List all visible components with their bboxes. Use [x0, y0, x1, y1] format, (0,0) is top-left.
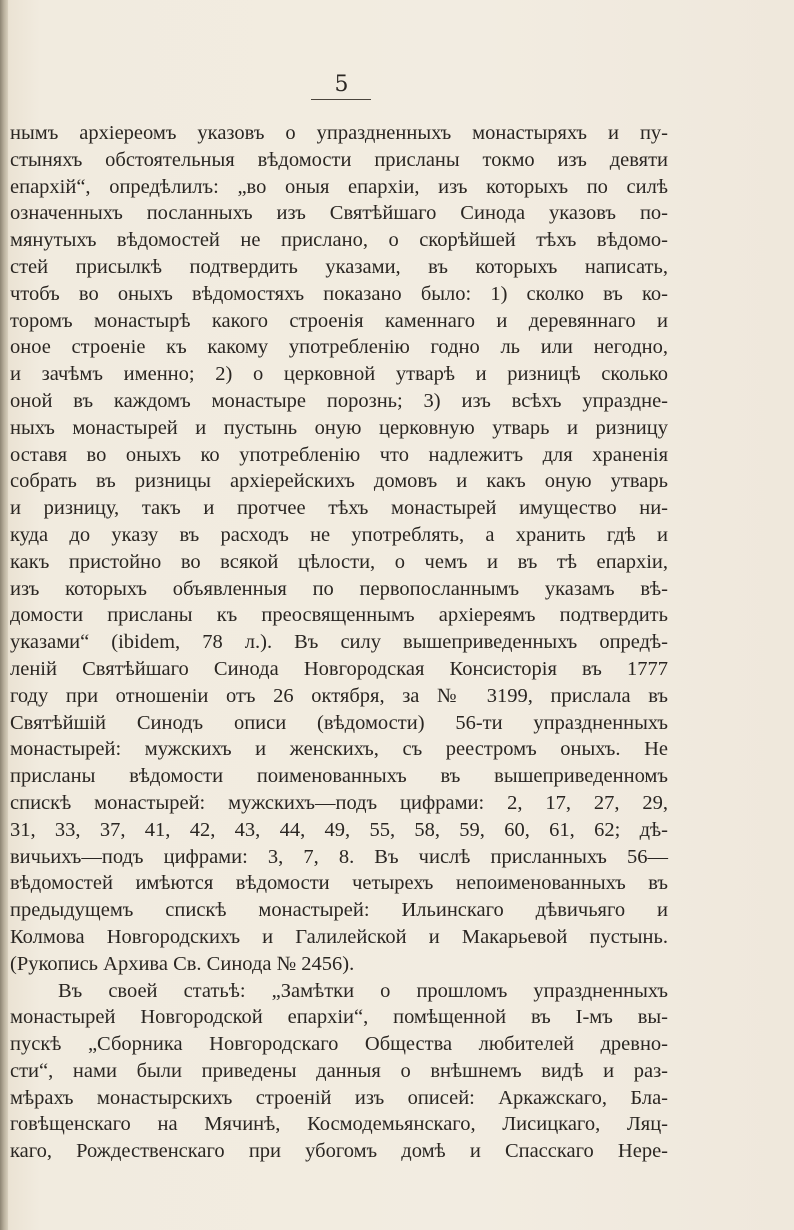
- page-binding-edge: [0, 0, 8, 1230]
- text-line: предыдущемъ спискѣ монастырей: Ильинскаго дѣвичьяго и: [10, 899, 668, 922]
- text-line: какъ пристойно во всякой цѣлости, о чемъ и въ тѣ епархіи,: [10, 550, 668, 573]
- text-line: оной въ каждомъ монастыре порознь; 3) изъ всѣхъ упраздне-: [10, 389, 668, 412]
- text-line: епархій“, опредѣлилъ: „во оныя епархіи, изъ которыхъ по силѣ: [10, 175, 668, 198]
- text-line: вѣдомостей имѣются вѣдомости четырехъ непоименованныхъ въ: [10, 872, 668, 895]
- text-line: стыняхъ обстоятельныя вѣдомости присланы токмо изъ девяти: [10, 148, 668, 171]
- page-number: 5: [334, 72, 350, 97]
- text-line: стей присылкѣ подтвердить указами, въ которыхъ написать,: [10, 255, 668, 278]
- text-line: мянутыхъ вѣдомостей не прислано, о скорѣйшей тѣхъ вѣдомо-: [10, 229, 668, 252]
- text-line: указами“ (ibidem, 78 л.). Въ силу вышеприведенныхъ опредѣ-: [10, 631, 668, 654]
- text-line: монастырей Новгородской епархіи“, помѣщенной въ I-мъ вы-: [10, 1006, 668, 1029]
- page-number-rule: [311, 99, 371, 100]
- text-line: году при отношеніи отъ 26 октября, за № 3199, прислала въ: [10, 684, 668, 707]
- text-line: вичьихъ—подъ цифрами: 3, 7, 8. Въ числѣ присланныхъ 56—: [10, 845, 668, 868]
- text-line: монастырей: мужскихъ и женскихъ, съ реестромъ оныхъ. Не: [10, 738, 668, 761]
- text-line: мѣрахъ монастырскихъ строеній изъ описей: Аркажскаго, Бла-: [10, 1086, 668, 1109]
- text-line: изъ которыхъ объявленныя по первопосланнымъ указамъ вѣ-: [10, 577, 668, 600]
- text-line: нымъ архіереомъ указовъ о упраздненныхъ монастыряхъ и пу-: [10, 122, 668, 144]
- text-line: спискѣ монастырей: мужскихъ—подъ цифрами: 2, 17, 27, 29,: [10, 791, 668, 814]
- text-line: домости присланы къ преосвященнымъ архіереямъ подтвердить: [10, 604, 668, 627]
- text-line: собрать въ ризницы архіерейскихъ домовъ и какъ оную утварь: [10, 470, 668, 493]
- text-line: оставя во оныхъ ко употребленію что надлежитъ для храненія: [10, 443, 668, 466]
- text-line: Колмова Новгородскихъ и Галилейской и Макарьевой пустынь.: [10, 925, 668, 948]
- text-line: присланы вѣдомости поименованныхъ въ вышеприведенномъ: [10, 765, 668, 788]
- text-line: леній Святѣйшаго Синода Новгородская Консисторія въ 1777: [10, 657, 668, 680]
- text-line: сти“, нами были приведены данныя о внѣшнемъ видѣ и раз-: [10, 1059, 668, 1082]
- text-line: Въ своей статьѣ: „Замѣтки о прошломъ упраздненныхъ: [58, 979, 668, 1002]
- text-line: пускѣ „Сборника Новгородскаго Общества любителей древно-: [10, 1033, 668, 1056]
- text-line: 31, 33, 37, 41, 42, 43, 44, 49, 55, 58, 59, 60, 61, 62; дѣ-: [10, 818, 668, 841]
- body-text: [10, 120, 668, 1165]
- text-line: чтобъ во оныхъ вѣдомостяхъ показано было: 1) сколко въ ко-: [10, 282, 668, 305]
- text-line: Святѣйшій Синодъ описи (вѣдомости) 56-ти упраздненныхъ: [10, 711, 668, 734]
- text-line: означенныхъ посланныхъ изъ Святѣйшаго Синода указовъ по-: [10, 202, 668, 225]
- text-line: куда до указу въ расходъ не употреблять, а хранить гдѣ и: [10, 523, 668, 546]
- text-line: и ризницу, такъ и протчее тѣхъ монастырей имущество ни-: [10, 497, 668, 520]
- text-line: торомъ монастырѣ какого строенія каменнаго и деревяннаго и: [10, 309, 668, 332]
- text-line: оное строеніе къ какому употребленію годно ль или негодно,: [10, 336, 668, 359]
- text-line: ныхъ монастырей и пустынь оную церковную утварь и ризницу: [10, 416, 668, 439]
- text-line: каго, Рождественскаго при убогомъ домѣ и Спасскаго Нере-: [10, 1140, 668, 1163]
- text-line: (Рукопись Архива Св. Синода № 2456).: [10, 952, 355, 975]
- text-line: говѣщенскаго на Мячинѣ, Космодемьянскаго, Лисицкаго, Ляц-: [10, 1113, 668, 1136]
- text-line: и зачѣмъ именно; 2) о церковной утварѣ и ризницѣ сколько: [10, 363, 668, 386]
